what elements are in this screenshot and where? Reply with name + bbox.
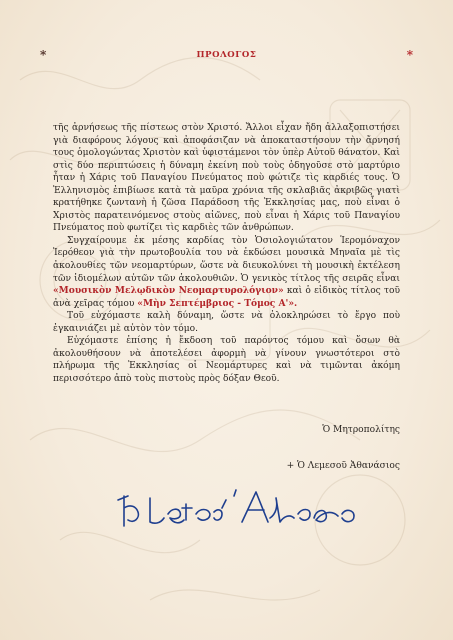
header-asterisk-right: * <box>406 48 413 62</box>
paragraph-2-text-a: Συγχαίρουμε ἐκ μέσης καρδίας τὸν Ὁσιολογιώτατον Ἱερομόναχον Ἱερόθεον γιὰ τὴν πρωτοβουλία του νὰ ἐκδώσει μουσικὰ Μηναῖα μὲ τὶς ἀκολουθίες τῶν νεομαρτύρων, ὥστε νὰ διευκολύνει τὴ μουσικὴ ἐκτέλεση τῶν ἰδιομέλων αὐτῶν τῶν ἀκολουθιῶν. Ὁ γενικὸς τίτλος τῆς σειρᾶς εἶναι <box>53 235 400 284</box>
paragraph-1: τῆς ἀρνήσεως τῆς πίστεως στὸν Χριστό. Ἄλλοι εἶχαν ἤδη ἀλλαξοπιστήσει γιὰ διαφόρους λόγους καὶ ἀποφάσιζαν νὰ ἀποκαταστήσουν τὴν ἄρνησή τους ὁμολογώντας Χριστὸν καὶ ὑφιστάμενοι τὸν ὑπὲρ Αὐτοῦ θάνατον. Καὶ στὶς δύο περιπτώσεις ἡ δύναμη ἐκείνη ποὺ τοὺς ὁδηγοῦσε στὸ μαρτύριο ἦταν ἡ Χάρις τοῦ Παναγίου Πνεύματος ποὺ φώτιζε τὶς καρδιές τους. Ὁ Ἑλληνισμὸς ἐπιβίωσε κατὰ τὰ μαῦρα χρόνια τῆς σκλαβιᾶς ἀκριβῶς γιατὶ κρατήθηκε ζωντανὴ ἡ ζῶσα Παράδοση τῆς Ἐκκλησίας μας, ποὺ εἶναι ὁ Χριστὸς παρατεινόμενος στοὺς αἰῶνες, ποὺ εἶναι ἡ Χάρις τοῦ Παναγίου Πνεύματος ποὺ φωτίζει τὶς καρδιὲς τῶν ἀνθρώπων. <box>53 123 400 234</box>
page-title: ΠΡΟΛΟΓΟΣ <box>196 50 257 60</box>
paragraph-4: Εὐχόμαστε ἐπίσης ἡ ἔκδοση τοῦ παρόντος τόμου καὶ ὅσων θὰ ἀκολουθήσουν νὰ ἀποτελέσει ἀφορμὴ νὰ γίνουν γνωστότεροι στὸ πλήρωμα τῆς Ἐκκλησίας οἱ Νεομάρτυρες καὶ νὰ τιμῶνται ἀκόμη περισσότερο ἀπὸ τοὺς πιστοὺς πρὸς δόξαν Θεοῦ. <box>53 336 400 384</box>
page-header <box>40 48 413 62</box>
series-title: «Μουσικὸν Μελῳδικὸν Νεομαρτυρολόγιον» <box>53 285 284 297</box>
closing-role: Ὁ Μητροπολίτης <box>322 425 400 435</box>
paragraph-3: Τοῦ εὐχόμαστε καλὴ δύναμη, ὥστε νὰ ὁλοκληρώσει τὸ ἔργο ποὺ ἐγκαινιάζει μὲ αὐτὸν τὸν τόμο. <box>53 311 400 334</box>
paragraph-2 <box>53 235 400 310</box>
paragraph-2-text-b: καὶ ὁ εἰδικὸς τίτλος τοῦ ἀνὰ χεῖρας τόμου <box>53 286 400 309</box>
header-asterisk-left: * <box>40 48 47 62</box>
volume-title: «Μὴν Σεπτέμβριος - Τόμος Α'». <box>137 297 298 309</box>
closing-name: + Ὁ Λεμεσοῦ Ἀθανάσιος <box>286 461 400 471</box>
handwritten-signature <box>110 478 370 538</box>
body-text <box>53 122 400 385</box>
